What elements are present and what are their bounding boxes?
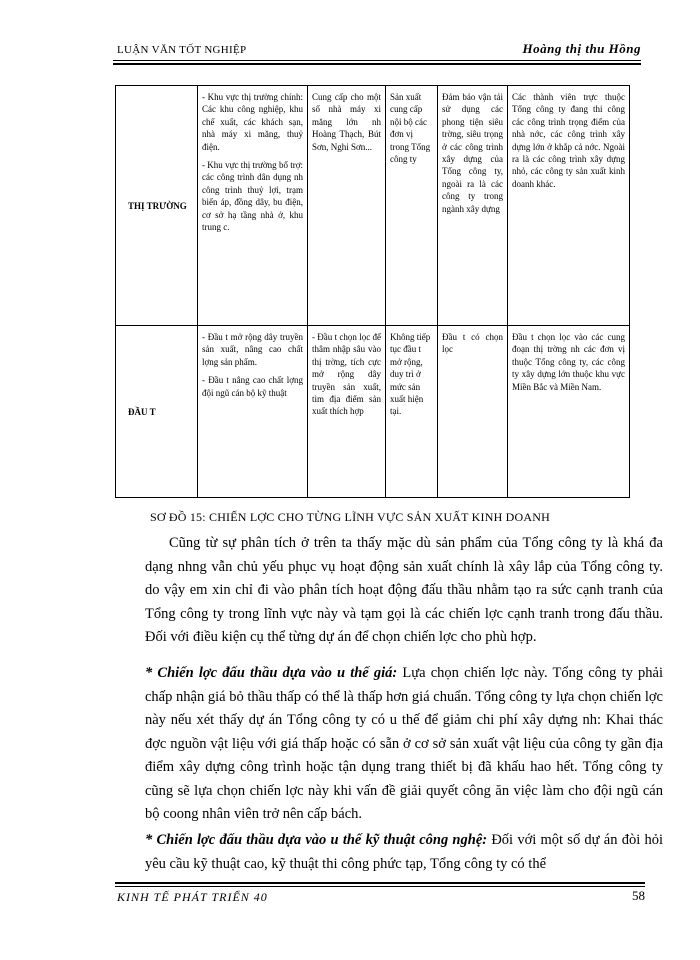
table-cell: Đầu t chọn lọc vào các cung đoạn thị trờng nh các đơn vị thuộc Tổng công ty, các công ty xây dựng lớn thuộc khu vực Miền Bắc và Miền Nam.	[508, 326, 630, 498]
page-footer	[115, 882, 645, 906]
cell-paragraph: - Khu vực thị trường chính: Các khu công nghiệp, khu chế xuất, các khách sạn, nhà máy xi măng, thuỷ điện.	[202, 92, 303, 152]
table-cell: Sản xuất cung cấp nội bộ các đơn vị trong Tổng công ty	[386, 86, 438, 326]
table-cell: Đảm bảo vận tải sử dụng các phong tiện siêu trờng, siêu trọng ở các công trình xây dựng của Tổng công ty, ngoài ra là các công ty trong ngành xây dựng	[438, 86, 508, 326]
header-thesis-title: LUẬN VĂN TỐT NGHIỆP	[117, 44, 247, 56]
row-label-market: THỊ TRƯỜNG	[116, 86, 198, 326]
footer-class-label: KINH TẾ PHÁT TRIỂN 40	[117, 890, 268, 904]
paragraph-heading: * Chiến lợc đấu thầu dựa vào u thế kỹ thuật công nghệ:	[145, 832, 488, 848]
header-rule	[113, 60, 641, 61]
table-cell	[198, 86, 308, 326]
paragraph-heading: * Chiến lợc đấu thầu dựa vào u thế giá:	[145, 665, 398, 681]
table-caption: SƠ ĐỒ 15: CHIẾN LỢC CHO TỪNG LĨNH VỰC SẢN XUẤT KINH DOANH	[149, 510, 551, 524]
cell-paragraph: - Đầu t nâng cao chất lợng đội ngũ cán bộ kỹ thuật	[202, 375, 303, 398]
header-rule-thick	[113, 63, 641, 65]
page-header	[113, 40, 641, 62]
table-cell: Không tiếp tục đầu t mở rộng, duy trì ở mức sản xuất hiện tại.	[386, 326, 438, 498]
paragraph-price-strategy	[145, 662, 663, 827]
row-label-investment: ĐẦU T	[116, 326, 198, 498]
cell-paragraph: - Đầu t mở rộng dây truyền sản xuất, nâng cao chất lợng sản phẩm.	[202, 332, 303, 367]
paragraph-text: Lựa chọn chiến lợc này. Tổng công ty phải chấp nhận giá bỏ thầu thấp có thể là thấp hơn giá chuẩn. Tổng công ty lựa chọn chiến lợc này nếu xét thấy dự án Tổng công ty có u thế để giảm chi phí xây dựng nh: Khai thác đợc nguồn vật liệu với giá thấp hoặc có sẵn ở cơ sở sản xuất vật liệu của công ty gần địa điểm xây dựng công trình hoặc tận dụng trang thiết bị đã khấu hao hết. Tổng công ty cũng sẽ lựa chọn chiến lợc này khi vấn đề giải quyết công ăn việc làm cho đội ngũ cán bộ coong nhân viên trở nên cấp bách.	[145, 665, 663, 822]
table-cell: Các thành viên trực thuộc Tổng công ty đang thi công các công trình trọng điểm của nhà nớc, các công trình xây dựng lớn ở khắp cả nớc. Ngoài ra là các công trình xây dựng nhỏ, các công ty sản xuất kinh doanh khác.	[508, 86, 630, 326]
header-author-name: Hoàng thị thu Hồng	[522, 41, 641, 56]
cell-paragraph: - Khu vực thị trường bổ trợ: các công trình dân dụng nh công trình thuỷ lợi, trạm biến áp, đồng dây, bu điện, cơ sở hạ tầng nhà ở, khu trung c.	[202, 160, 303, 233]
footer-rule-thick	[115, 882, 645, 884]
table-cell: - Đầu t chọn lọc để thâm nhập sâu vào thị trờng, tích cực mở rộng dây truyền sản xuất, tìm địa điểm sản xuất thích hợp	[308, 326, 386, 498]
paragraph-intro: Cũng từ sự phân tích ở trên ta thấy mặc dù sản phẩm của Tổng công ty là khá đa dạng nhng vẫn chủ yếu phục vụ hoạt động sản xuất chính là xây lắp của Tổng công ty. do vậy em xin chỉ đi vào phân tích hoạt động đấu thầu nhằm tạo ra sức cạnh tranh của Tổng công ty trong lĩnh vực này và tạm gọi là các chiến lợc cạnh tranh trong đấu thầu. Đối với điều kiện cụ thể từng dự án để chọn chiến lợc cho phù hợp.	[145, 535, 663, 645]
table-row-market	[116, 86, 630, 326]
paragraph-tech-strategy	[145, 829, 663, 876]
table-cell	[198, 326, 308, 498]
paragraph-text: Đối với một số dự án đòi hỏi yêu cầu kỹ thuật cao, kỹ thuật thi công phức tạp, Tổng công ty có thể	[145, 832, 664, 872]
strategy-table	[115, 85, 630, 498]
page-number: 58	[632, 888, 645, 903]
footer-rule	[115, 886, 645, 887]
table-cell: Đầu t có chọn lọc	[438, 326, 508, 498]
table-cell: Cung cấp cho một số nhà máy xi măng lớn nh Hoàng Thạch, Bút Sơn, Nghi Sơn...	[308, 86, 386, 326]
table-row-investment	[116, 326, 630, 498]
